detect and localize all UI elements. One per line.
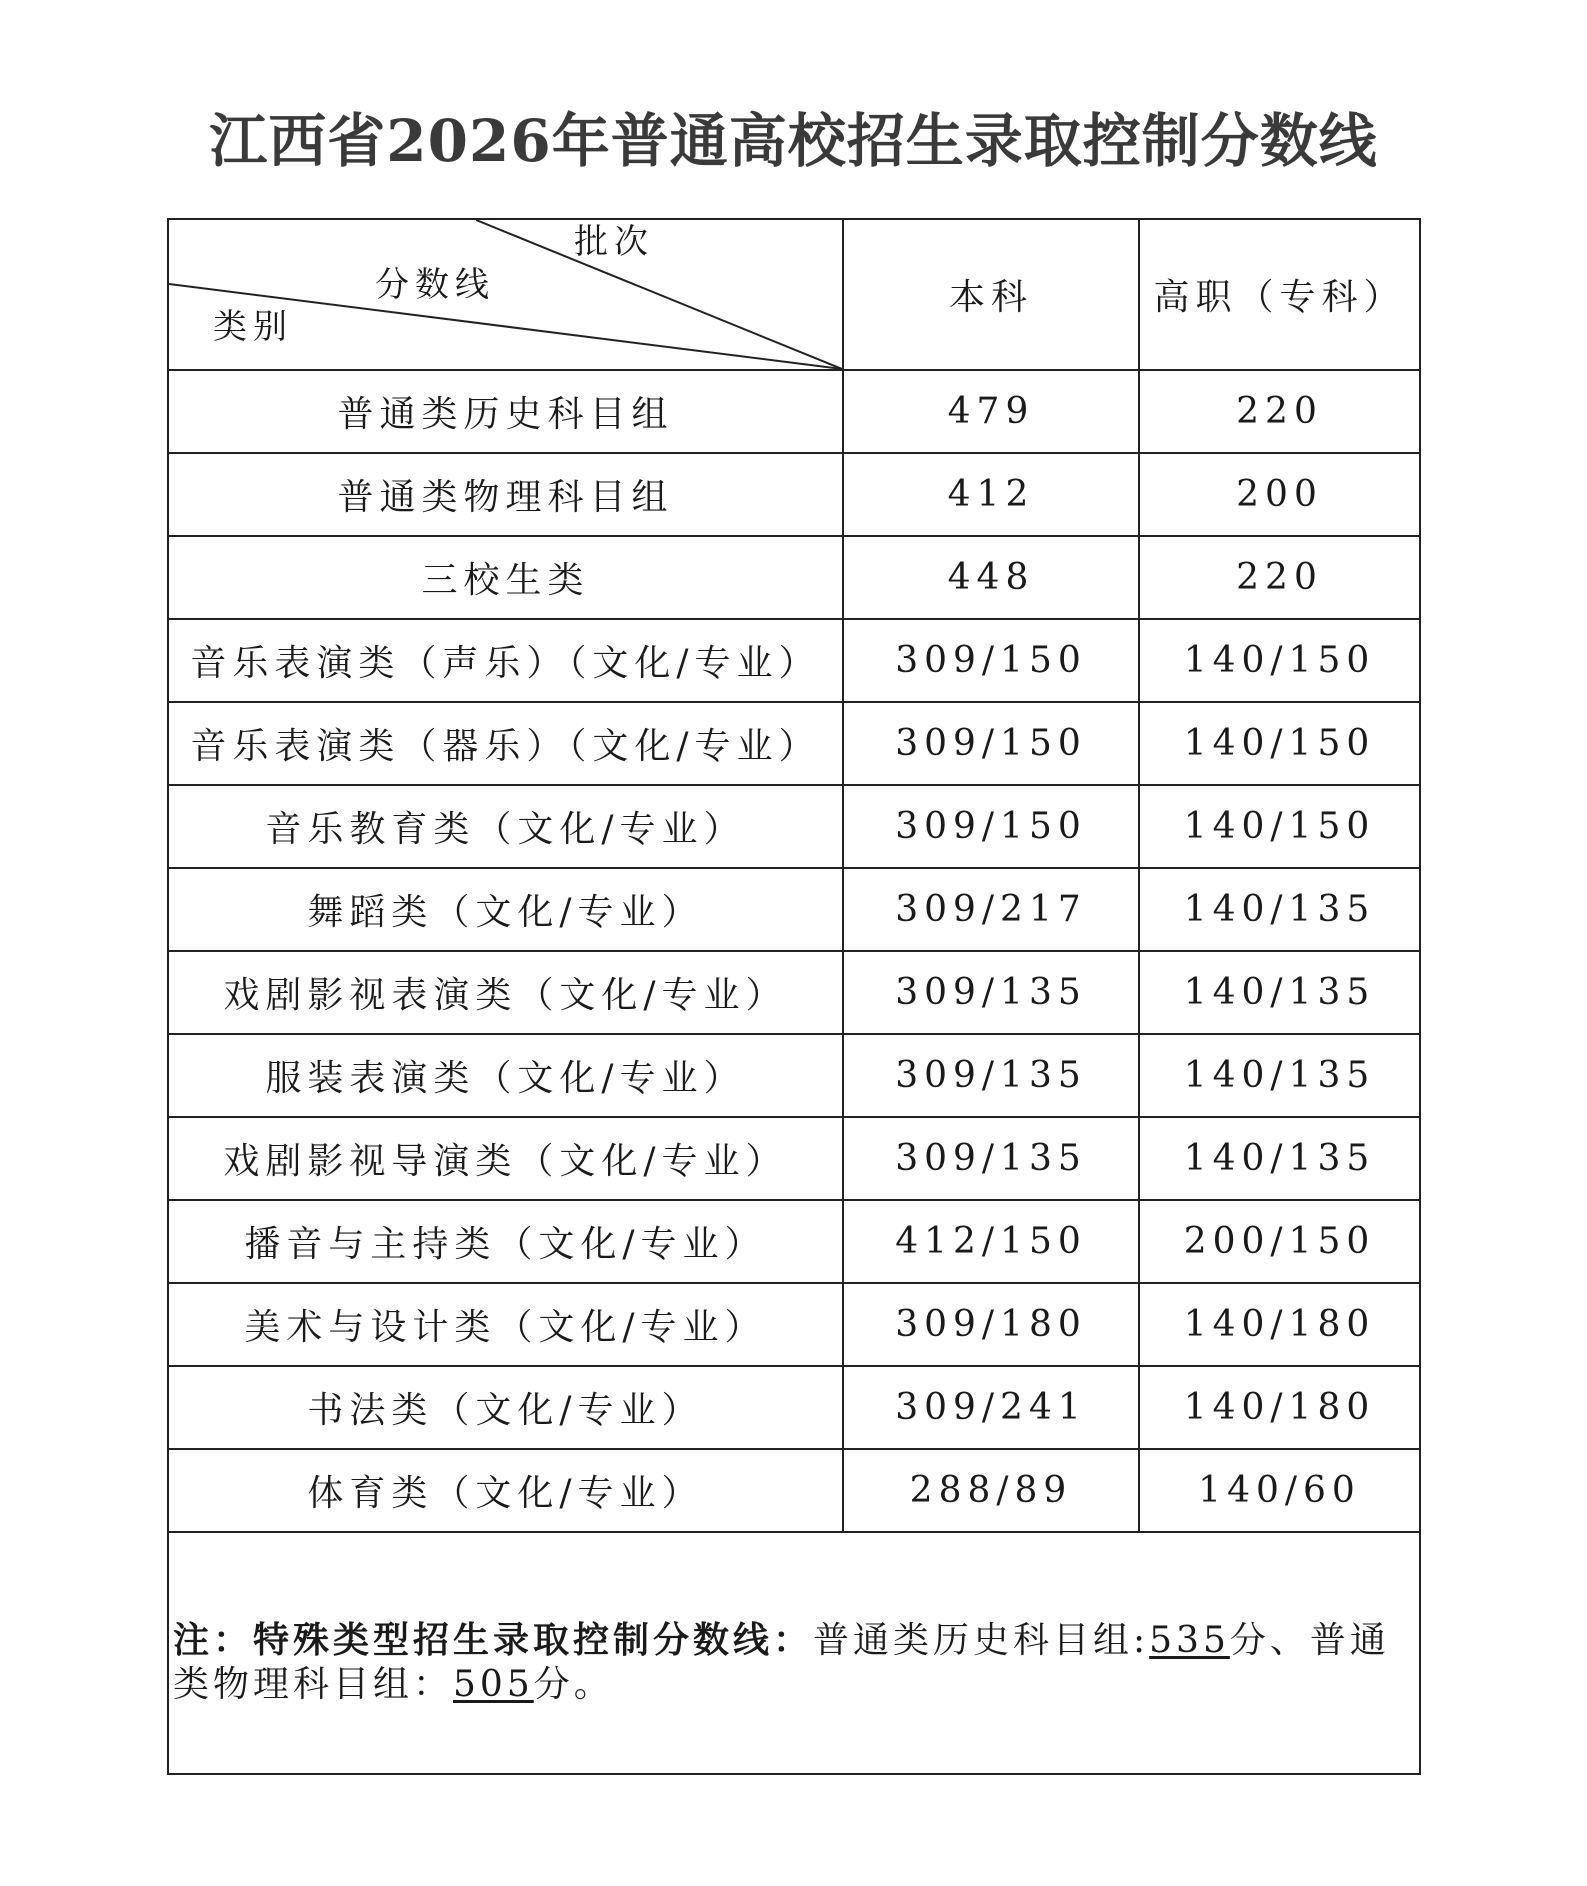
vocational-score-cell: 140/135 xyxy=(1139,1117,1420,1200)
note-score-history: 535 xyxy=(1149,1620,1230,1661)
table-row xyxy=(168,453,1420,536)
note-part-2: 分、普通类物理科目组： xyxy=(173,1620,1390,1705)
table-row xyxy=(168,1034,1420,1117)
header-bachelor: 本科 xyxy=(843,219,1139,370)
vocational-score-cell: 140/150 xyxy=(1139,619,1420,702)
vocational-score-cell: 140/150 xyxy=(1139,702,1420,785)
corner-header-cell xyxy=(168,219,843,370)
bachelor-score-cell: 309/150 xyxy=(843,702,1139,785)
note-label: 注：特殊类型招生录取控制分数线： xyxy=(173,1619,814,1661)
page-title: 江西省2026年普通高校招生录取控制分数线 xyxy=(209,107,1378,175)
table-row xyxy=(168,1117,1420,1200)
table-row xyxy=(168,619,1420,702)
table-header-row xyxy=(168,219,1420,370)
category-cell: 体育类（文化/专业） xyxy=(168,1449,843,1532)
category-cell: 三校生类 xyxy=(168,536,843,619)
corner-label-score: 分数线 xyxy=(375,265,495,305)
table-row xyxy=(168,536,1420,619)
vocational-score-cell: 140/150 xyxy=(1139,785,1420,868)
note-row xyxy=(168,1532,1420,1774)
vocational-score-cell: 140/180 xyxy=(1139,1283,1420,1366)
table-row xyxy=(168,1449,1420,1532)
bachelor-score-cell: 309/150 xyxy=(843,785,1139,868)
category-cell: 服装表演类（文化/专业） xyxy=(168,1034,843,1117)
note-cell xyxy=(168,1532,1420,1774)
note-part-3: 分。 xyxy=(533,1664,614,1705)
vocational-score-cell: 140/135 xyxy=(1139,951,1420,1034)
vocational-score-cell: 220 xyxy=(1139,370,1420,453)
score-table xyxy=(167,218,1421,1775)
vocational-score-cell: 140/135 xyxy=(1139,868,1420,951)
vocational-score-cell: 140/135 xyxy=(1139,1034,1420,1117)
bachelor-score-cell: 309/241 xyxy=(843,1366,1139,1449)
bachelor-score-cell: 309/135 xyxy=(843,951,1139,1034)
bachelor-score-cell: 309/150 xyxy=(843,619,1139,702)
category-cell: 舞蹈类（文化/专业） xyxy=(168,868,843,951)
note-text xyxy=(169,1533,1419,1707)
vocational-score-cell: 200 xyxy=(1139,453,1420,536)
note-part-1: 普通类历史科目组: xyxy=(813,1620,1150,1661)
bachelor-score-cell: 448 xyxy=(843,536,1139,619)
table-row xyxy=(168,1283,1420,1366)
bachelor-score-cell: 309/217 xyxy=(843,868,1139,951)
vocational-score-cell: 140/180 xyxy=(1139,1366,1420,1449)
bachelor-score-cell: 412/150 xyxy=(843,1200,1139,1283)
category-cell: 音乐教育类（文化/专业） xyxy=(168,785,843,868)
table-row xyxy=(168,951,1420,1034)
bachelor-score-cell: 479 xyxy=(843,370,1139,453)
table-row xyxy=(168,785,1420,868)
corner-label-batch: 批次 xyxy=(574,222,654,262)
bachelor-score-cell: 288/89 xyxy=(843,1449,1139,1532)
table-row xyxy=(168,1366,1420,1449)
table-row xyxy=(168,868,1420,951)
category-cell: 戏剧影视表演类（文化/专业） xyxy=(168,951,843,1034)
category-cell: 普通类物理科目组 xyxy=(168,453,843,536)
bachelor-score-cell: 309/180 xyxy=(843,1283,1139,1366)
category-cell: 书法类（文化/专业） xyxy=(168,1366,843,1449)
category-cell: 美术与设计类（文化/专业） xyxy=(168,1283,843,1366)
bachelor-score-cell: 412 xyxy=(843,453,1139,536)
category-cell: 播音与主持类（文化/专业） xyxy=(168,1200,843,1283)
category-cell: 音乐表演类（器乐）（文化/专业） xyxy=(168,702,843,785)
table-row xyxy=(168,702,1420,785)
vocational-score-cell: 140/60 xyxy=(1139,1449,1420,1532)
table-row xyxy=(168,370,1420,453)
bachelor-score-cell: 309/135 xyxy=(843,1117,1139,1200)
corner-label-type: 类别 xyxy=(213,307,293,347)
table-row xyxy=(168,1200,1420,1283)
bachelor-score-cell: 309/135 xyxy=(843,1034,1139,1117)
category-cell: 普通类历史科目组 xyxy=(168,370,843,453)
vocational-score-cell: 200/150 xyxy=(1139,1200,1420,1283)
note-score-physics: 505 xyxy=(453,1664,534,1705)
vocational-score-cell: 220 xyxy=(1139,536,1420,619)
category-cell: 戏剧影视导演类（文化/专业） xyxy=(168,1117,843,1200)
category-cell: 音乐表演类（声乐）（文化/专业） xyxy=(168,619,843,702)
header-vocational: 高职（专科） xyxy=(1139,219,1420,370)
